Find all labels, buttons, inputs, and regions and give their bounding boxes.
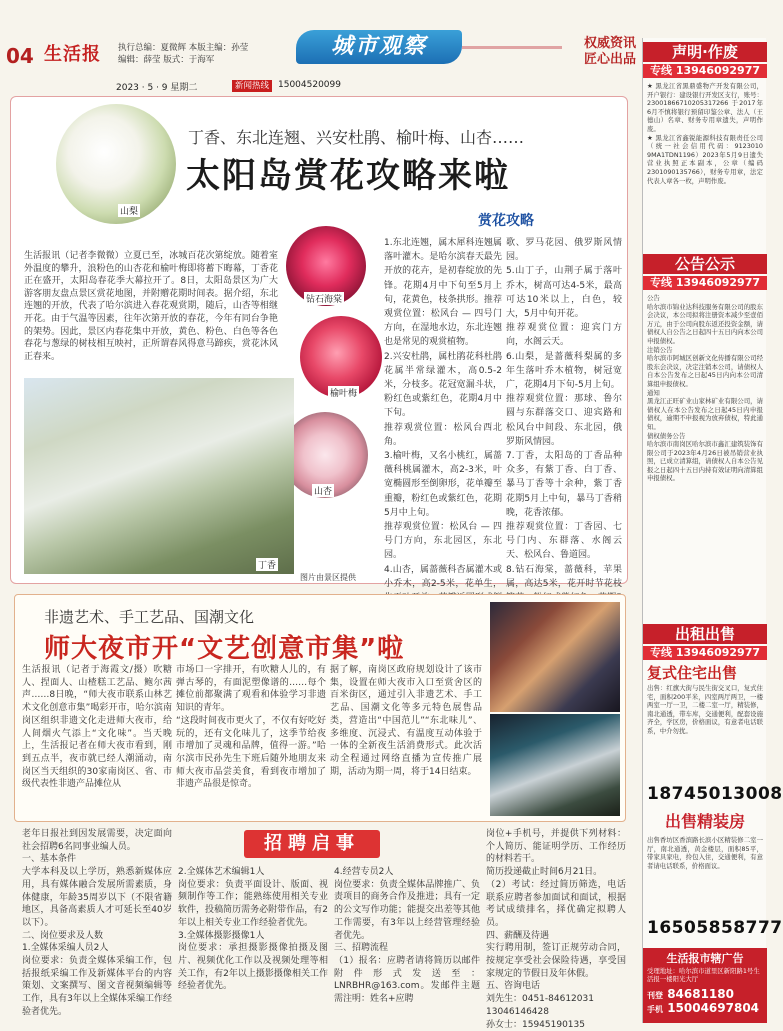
guide-column-2: 歌、罗马花园、俄罗斯风情园。 5.山丁子，山荆子属于落叶乔木，树高可达4-5米，最高可达10米以上，白色，较大，5月中旬开花。 推荐观赏位置：迎宾门方向，水阁云天。 6.山梨，是蔷薇科梨属的多年生落叶乔木植物，树冠宽广，花期4月下旬-5月上旬。 推荐观赏位置：那球、鲁尔圆与东群落交口、迎宾路和松风台中间段、东北园，俄罗斯风情园。 7.丁香，太阳岛的丁香品种众多，有紫丁香、白丁香、暴马丁香等十余种，紫丁香花期5月上中旬，暴马丁香稍晚，花香浓郁。 推荐观赏位置：丁香园、七号门内、东群落、水阁云天、松风台、鲁道园。 8.钻石海棠，蔷薇科，苹果属，高达5米，花开时节花枝	[506, 238, 622, 589]
lilac-tree-photo	[24, 378, 294, 574]
credits-line-2: 编辑：薛莹 版式：于海军	[118, 55, 215, 65]
page-number: 04	[6, 44, 34, 68]
story2-subtitle: 非遗艺术、手工艺品、国潮文化	[44, 608, 255, 626]
story1-subtitle: 丁香、东北连翘、兴安杜鹃、榆叶梅、山杏……	[188, 128, 525, 147]
credits-line-1: 执行总编：夏微辉 本版主编：孙莹	[118, 43, 249, 53]
duplex-contact: 18745013008	[647, 784, 783, 804]
label-sx: 山杏	[312, 484, 334, 497]
story2-column-1: 生活报讯（记者于海霞文/摄）吹糖人、捏面人、山楂糕工艺品、鲍尔茜声……8日晚，“师大夜市联系山林艺术文化创意市集”喝彩开市，哈尔滨南岗区组织非遗文化走进师大夜市，给人间烟火气添上“文化味”。当天晚上，生活报记者在师大夜市看到，刚到五点半，夜市就已经人潮涌动，南岗区当天组织的30家南岗区、省、市级代表性非遗产品摊位从	[22, 665, 172, 790]
notice-phone	[643, 64, 767, 78]
phone-prefix: 专线	[649, 64, 672, 77]
announce-text: 公告 哈尔滨市锦业达科技服务有限公司的股东会决议，本公司拟将注册资本减少至壹佰万元，由于公司向股东返还投资金额，请债权人自公告之日起四十五日内向本公司申报债权。 注销公告 哈尔滨市阿城区创新文化传播有限公司经股东会决议，决定注销本公司，请债权人自本公告发布之日起45日内向本公司清算组申报债权。 通知 黑龙江正旺矿业山家林矿业有限公司，请债权人在本公告发布之日起45日内申报债权，逾期不申报视为放弃债权，特此通知。 债权债务公告 哈尔滨市南岗区哈尔滨市鑫汇建筑装饰有限公司于2023年4月26日被吊销营业执照，已成立清算组，请债权人自本公告见报之日起四十五日内持有效证明向清算组申报债权。	[647, 294, 763, 483]
market-photo-top	[490, 602, 620, 712]
motto-line-2: 匠心出品	[584, 52, 637, 67]
hotline-number: 15004520099	[278, 80, 341, 90]
classifieds-column	[642, 38, 783, 1023]
notice-header: 声明·作废	[643, 42, 767, 62]
label-gsg: 钻石海棠	[304, 292, 344, 305]
guide-column-1: 1.东北连翘，属木犀科连翘属落叶灌木。是哈尔滨春天最先开放的花卉，是初春绽放的先锋。花期4月中下旬至5月上旬，花黄色，枝条拱形。推荐观赏位置：松风台 — 四号门方向，在湿地水边，东北连翘也是常见的观赏植物。 2.兴安杜鹃，属杜鹃花科杜鹃花属半常绿灌木，高0.5-2米，分枝多。花冠宽漏斗状，粉红色或紫红色，花期4月中下旬。 推荐观赏位置：松风台西北角。 3.榆叶梅，又名小桃红，属蔷薇科桃属灌木，高2-3米，叶宽椭圆形至倒卵形，花单瓣至重瓣，粉红色或紫红色，花期5月中上旬。 推荐观赏位置：松风台 — 四号门方向，东北园区，东北园。 4.山杏，属蔷薇科杏属灌木或小乔木，高2-5米，花单生，	[384, 238, 502, 589]
phone-prefix-3: 专线	[649, 646, 672, 659]
market-photo-bottom	[490, 714, 620, 816]
section-banner: 城市观察	[296, 30, 462, 64]
phone-number-3: 13946092977	[675, 646, 761, 659]
flowering-almond-photo	[300, 316, 382, 398]
story1-title: 太阳岛赏花攻略来啦	[186, 156, 510, 196]
label-dx: 丁香	[256, 558, 278, 571]
mobile-number: 15004697804	[667, 1000, 760, 1015]
banner-rule	[462, 46, 562, 49]
story2-title: 师大夜市开“文艺创意市集”啦	[44, 634, 405, 664]
ad-footer	[643, 948, 767, 1023]
guide-section-title: 赏花攻略	[478, 213, 534, 229]
phone-number: 13946092977	[675, 64, 761, 77]
tel-number: 84681180	[667, 986, 734, 1001]
recruit-title: 招聘启事	[244, 830, 380, 858]
story1-intro: 生活报讯（记者李微微）立夏已至，冰城百花次第绽放。随着室外温度的攀升，浪粉色的山杏花和榆叶梅即将蓄下晦幕，丁香花正在盛开，太阳岛春花季大幕拉开了。8日，太阳岛景区为广大游客朋友盘点景区赏花地图，并附赠花期时间表。据介绍，东北连翘的开放，代表了哈尔滨进入春花观赏期，随后，山杏等相继开花。由于气温等因素，往年次第开放的春花，今年有同台争艳的架势。因此，景区内春花集中开放，黄色、粉色、白色等各色春花与葱绿的树枝相互映衬，正所谓春风得意马蹄疾，赏花沐风正春来。	[24, 251, 278, 362]
duplex-title: 复式住宅出售	[647, 664, 738, 682]
ad-footer-address: 受理地址：哈尔滨市道里区新阳路1号生活报一楼阳光大厅	[647, 967, 760, 984]
mobile-label: 手机	[647, 1004, 663, 1014]
ad-footer-tel	[643, 987, 767, 1001]
hotline-label: 新闻热线	[232, 80, 272, 92]
label-yym: 榆叶梅	[328, 386, 359, 399]
decorated-header: 出售精装房	[664, 812, 745, 831]
diamond-crabapple-photo	[286, 226, 366, 306]
ad-footer-title: 生活报市辖广告	[666, 952, 744, 965]
announce-phone	[643, 276, 767, 290]
decorated-text: 出售香坊区香滨路长滨小区精装修二室一厅，南北通透，黄金楼层，面积85平，带家具家电，拎包入住，交通便利，有意者请电话联系，价格面议。	[647, 836, 763, 870]
apricot-photo	[282, 412, 368, 498]
pear-blossom-photo	[56, 104, 176, 224]
story2-column-3: 据了解，南岗区政府规划设计了该市集，设置在师大夜市入口至赏舍区的百米街区，通过引入非遗艺术、手工艺品、国潮文化等多元特色展售品类，营造出“中国范儿”“东北味儿”、多维度、沉浸式、有温度互动体验于一体的全新夜生活消费形式。此次活动全程通过网络直播为宣传推广展期，活动为期一周，将于14日结束。	[330, 665, 482, 777]
story2-column-2: 市场口一字排开，有吹糖人儿的，有弹古琴的，有面泥塑像谱的……每个摊位前都聚满了观看和体验学习非遗知识的青年。 “这段时间夜市更火了，不仅有好吃好玩的，还有文化味儿了，这季节给夜市增加了灵魂和品牌，值得一游。”哈尔滨市民孙先生下班后随外地朋友来师大夜市品尝美食，看到夜市增加了非遗产品很是惊奇。	[176, 665, 326, 790]
label-shanli: 山梨	[118, 204, 140, 217]
announce-header: 公告公示	[643, 254, 767, 274]
decorated-contact: 16505858777	[647, 918, 783, 938]
rental-phone	[643, 646, 767, 660]
notice-text: ★ 黑龙江省黑鼎盛物产开发有限公司，开户银行：建设银行开发区支行，账号：23001866710205317266 于2017年6月不慎将银行预留印鉴公章、法人（王德山）名章、财务专用章遗失，声明作废。 ★ 黑龙江省鑫锐能源科技有限责任公司（统一社会信用代码：9123010 9MA1TDN1196）2023年5月9日遗失营业执照正本副本，公章（编码2301090135766），财务专用章，法定代表人章各一枚，声明作废。	[647, 82, 763, 185]
issue-date: 2023 · 5 · 9 星期二	[116, 83, 198, 93]
photo-caption: 图片由景区提供	[300, 573, 356, 582]
rental-header: 出租出售	[643, 624, 767, 644]
editor-credits	[118, 42, 298, 66]
ad-footer-mobile	[643, 1001, 767, 1015]
newspaper-brand: 生活报	[44, 44, 101, 65]
recruit-column-4: 岗位+手机号，并提供下列材料：个人简历、能证明学历、工作经历的材料若干。 简历投递截止时间6月21日。 （2）考试：经过简历筛选，电话联系应聘者参加面试和面试，根据考试成绩排名，择优确定拟聘人员。 四、薪酬及待遇 实行聘用制，签订正规劳动合同，按规定享受社会保险待遇，享受国家规定的节假日及年休假。 五、咨询电话 刘先生：0451-84612031 13046146428 孙女士：15945190135	[486, 829, 626, 1030]
motto-line-1: 权威资讯	[584, 36, 637, 51]
phone-number-2: 13946092977	[675, 276, 761, 289]
duplex-text: 出售：红旗大街与民生街交叉口，复式住宅，面积200平米，四室两厅两卫，一楼两室一厅一卫，二楼二室一厅，精装修，南北通透，带车库，交通便利，配套设施齐全，学区房，价格面议，有意者电话联系，中介勿扰。	[647, 684, 763, 735]
recruit-column-1: 老年日报社到因发展需要，决定面向社会招聘6名同事业编人员。 一、基本条件 大学本科及以上学历，熟悉新媒体应用，具有媒体融合发展所需素质，身体健康，年龄35周岁以下（不限省籍地区，具备高素质人才可延长至40岁以下）。 二、岗位要求及人数 1.全媒体采编人员2人 岗位要求：负责全媒体采编工作，包括报纸采编工作及新媒体平台的内容策划、文案撰写、图文音视频编辑等工作，具有3年以上全媒体采编工作经验者优先。	[22, 829, 172, 1017]
recruit-column-2: 2.全媒体艺术编辑1人 岗位要求：负责平面设计、版面、视频制作等工作；能熟练使用相关专业软件，投稿简历需务必附带作品，有2年以上相关专业工作经验者优先。 3.全媒体摄影摄像1人 岗位要求：承担摄影摄像拍摄及图片、视频优化工作以及视频处理等相关工作，有2年以上摄影摄像相关工作经验者优先。	[178, 867, 328, 992]
phone-prefix-2: 专线	[649, 276, 672, 289]
recruit-column-3: 4.经营专员2人 岗位要求：负责全媒体品牌推广、负责项目的商务合作及推进；具有一定的公文写作功能；能提交出差等其他工作需要，有3年以上经营管理经验者优先。 三、招聘流程 （1）报名：应聘者请将简历以邮件附件形式发送至：LNRBHR@163.com。发邮件主题需注明：姓名+应聘	[334, 867, 480, 1005]
tel-label: 刊登	[647, 990, 663, 1000]
page-header	[0, 0, 640, 93]
section-motto	[584, 36, 636, 68]
